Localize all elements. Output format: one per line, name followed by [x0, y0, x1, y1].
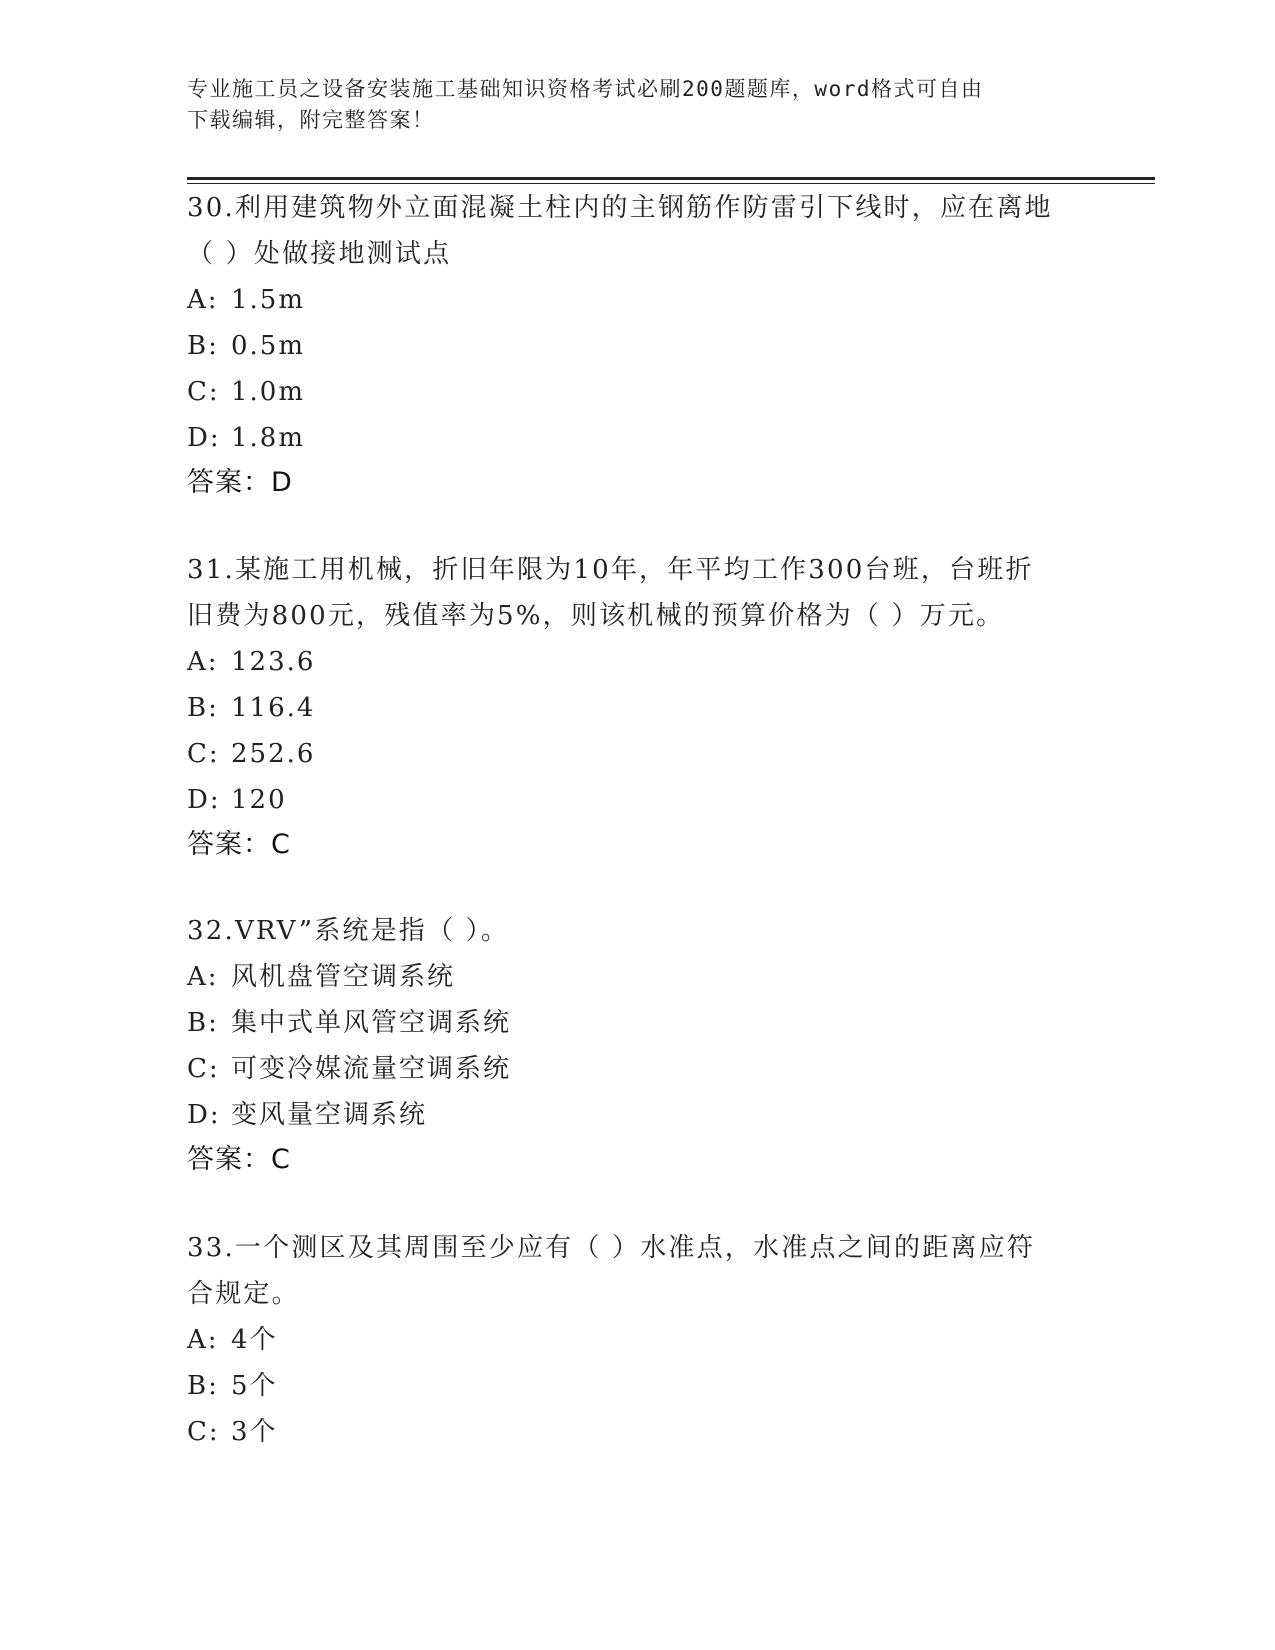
- option-c: [187, 369, 1087, 415]
- option-c: [187, 731, 1087, 777]
- question-stem-line: 30.利用建筑物外立面混凝土柱内的主钢筋作防雷引下线时，应在离地: [187, 193, 1053, 223]
- header-divider-thin: [187, 183, 1155, 184]
- option-text: 120: [231, 785, 287, 815]
- option-key: B:: [187, 693, 219, 723]
- question-stem-line: （ ）处做接地测试点: [187, 239, 452, 269]
- option-c: [187, 1046, 1087, 1092]
- option-text: 1.0m: [231, 377, 306, 407]
- option-c: [187, 1409, 1087, 1455]
- option-key: C:: [187, 739, 220, 769]
- option-key: A:: [187, 647, 219, 677]
- option-text: 0.5m: [231, 331, 306, 361]
- option-text: 116.4: [231, 693, 316, 723]
- option-b: [187, 1363, 1087, 1409]
- question-stem-line: 32.VRV”系统是指（ ）。: [187, 916, 510, 946]
- option-text: 123.6: [231, 647, 316, 677]
- option-a: [187, 1317, 1087, 1363]
- option-text: 变风量空调系统: [231, 1100, 428, 1130]
- question-stem-line: 合规定。: [187, 1279, 300, 1309]
- question-33: [187, 1225, 1087, 1455]
- question-31: [187, 547, 1087, 867]
- answer-label: 答案：C: [187, 829, 291, 860]
- option-text: 风机盘管空调系统: [231, 962, 456, 992]
- header-line-1: 专业施工员之设备安装施工基础知识资格考试必刷200题题库，word格式可自由: [187, 77, 984, 101]
- option-key: B:: [187, 1371, 219, 1401]
- question-stem-line: 旧费为800元，残值率为5%，则该机械的预算价格为（ ）万元。: [187, 601, 1005, 631]
- option-text: 集中式单风管空调系统: [231, 1008, 512, 1038]
- question-stem-line: 33.一个测区及其周围至少应有（ ）水准点，水准点之间的距离应符: [187, 1233, 1036, 1263]
- option-text: 5个: [231, 1371, 278, 1401]
- option-b: [187, 323, 1087, 369]
- question-32: [187, 908, 1087, 1182]
- option-key: D:: [187, 785, 221, 815]
- option-d: [187, 1092, 1087, 1138]
- option-key: A:: [187, 962, 219, 992]
- option-key: D:: [187, 1100, 221, 1130]
- option-a: [187, 277, 1087, 323]
- question-stem-line: 31.某施工用机械，折旧年限为10年，年平均工作300台班，台班折: [187, 555, 1034, 585]
- option-text: 4个: [231, 1325, 278, 1355]
- header-line-2: 下载编辑，附完整答案！: [187, 108, 435, 132]
- option-text: 可变冷媒流量空调系统: [231, 1054, 512, 1084]
- option-a: [187, 954, 1087, 1000]
- answer-label: 答案：D: [187, 467, 293, 498]
- question-30: [187, 185, 1087, 505]
- option-key: D:: [187, 423, 221, 453]
- option-key: B:: [187, 331, 219, 361]
- option-key: C:: [187, 377, 220, 407]
- option-text: 1.8m: [231, 423, 306, 453]
- answer-label: 答案：C: [187, 1144, 291, 1175]
- option-d: [187, 777, 1087, 823]
- option-key: C:: [187, 1417, 220, 1447]
- option-key: A:: [187, 1325, 219, 1355]
- option-text: 1.5m: [231, 285, 306, 315]
- option-key: C:: [187, 1054, 220, 1084]
- option-d: [187, 415, 1087, 461]
- document-header: [187, 74, 1077, 136]
- option-a: [187, 639, 1087, 685]
- header-divider-thick: [187, 177, 1155, 180]
- option-b: [187, 1000, 1087, 1046]
- option-text: 252.6: [231, 739, 316, 769]
- option-b: [187, 685, 1087, 731]
- option-key: A:: [187, 285, 219, 315]
- option-key: B:: [187, 1008, 219, 1038]
- option-text: 3个: [231, 1417, 278, 1447]
